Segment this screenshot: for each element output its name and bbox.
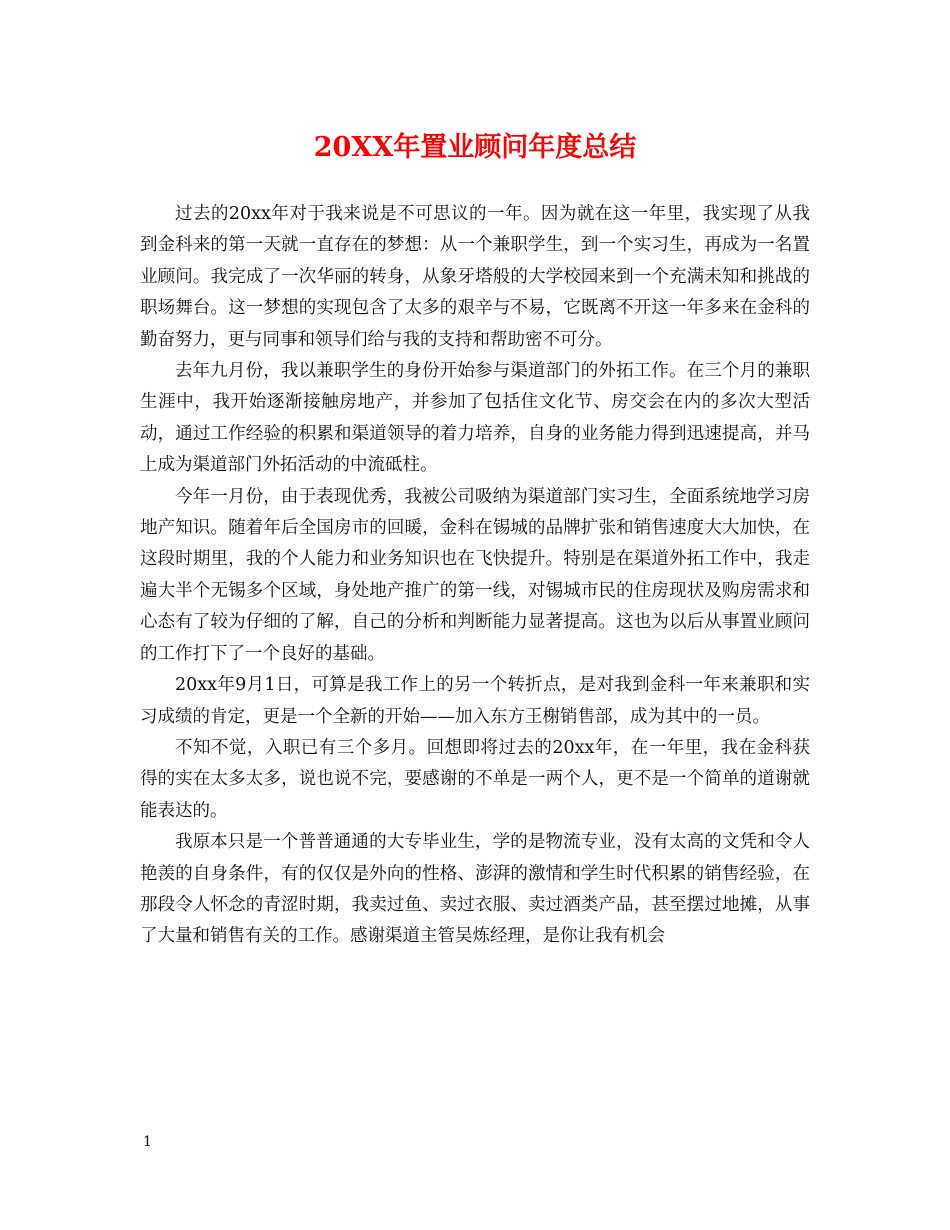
paragraph-6: 我原本只是一个普普通通的大专毕业生，学的是物流专业，没有太高的文凭和令人艳羡的自身条件，有的仅仅是外向的性格、澎湃的激情和学生时代积累的销售经验，在那段令人怀念的青涩时期，我卖过鱼、卖过衣服、卖过酒类产品，甚至摆过地摊，从事了大量和销售有关的工作。感谢渠道主管吴炼经理，是你让我有机会: [140, 832, 810, 947]
paragraph-1: 过去的20xx年对于我来说是不可思议的一年。因为就在这一年里，我实现了从我到金科来的第一天就一直存在的梦想：从一个兼职学生，到一个实习生，再成为一名置业顾问。我完成了一次华丽的转身，从象牙塔般的大学校园来到一个充满未知和挑战的职场舞台。这一梦想的实现包含了太多的艰辛与不易，它既离不开这一年多来在金科的勤奋努力，更与同事和领导们给与我的支持和帮助密不可分。: [140, 204, 810, 350]
document-title: 20XX年置业顾问年度总结: [313, 132, 637, 163]
document-body: [140, 199, 810, 953]
page-number: 1: [143, 1134, 152, 1150]
paragraph-4: 20xx年9月1日，可算是我工作上的另一个转折点，是对我到金科一年来兼职和实习成绩的肯定，更是一个全新的开始——加入东方王榭销售部，成为其中的一员。: [140, 675, 810, 727]
paragraph-5: 不知不觉，入职已有三个多月。回想即将过去的20xx年，在一年里，我在金科获得的实在太多太多，说也说不完，要感谢的不单是一两个人，更不是一个简单的道谢就能表达的。: [140, 737, 810, 821]
paragraph-2: 去年九月份，我以兼职学生的身份开始参与渠道部门的外拓工作。在三个月的兼职生涯中，我开始逐渐接触房地产，并参加了包括住文化节、房交会在内的多次大型活动，通过工作经验的积累和渠道领导的着力培养，自身的业务能力得到迅速提高，并马上成为渠道部门外拓活动的中流砥柱。: [140, 361, 810, 476]
paragraph-3: 今年一月份，由于表现优秀，我被公司吸纳为渠道部门实习生，全面系统地学习房地产知识。随着年后全国房市的回暖，金科在锡城的品牌扩张和销售速度大大加快，在这段时期里，我的个人能力和业务知识也在飞快提升。特别是在渠道外拓工作中，我走遍大半个无锡多个区域，身处地产推广的第一线，对锡城市民的住房现状及购房需求和心态有了较为仔细的了解，自己的分析和判断能力显著提高。这也为以后从事置业顾问的工作打下了一个良好的基础。: [140, 486, 810, 664]
